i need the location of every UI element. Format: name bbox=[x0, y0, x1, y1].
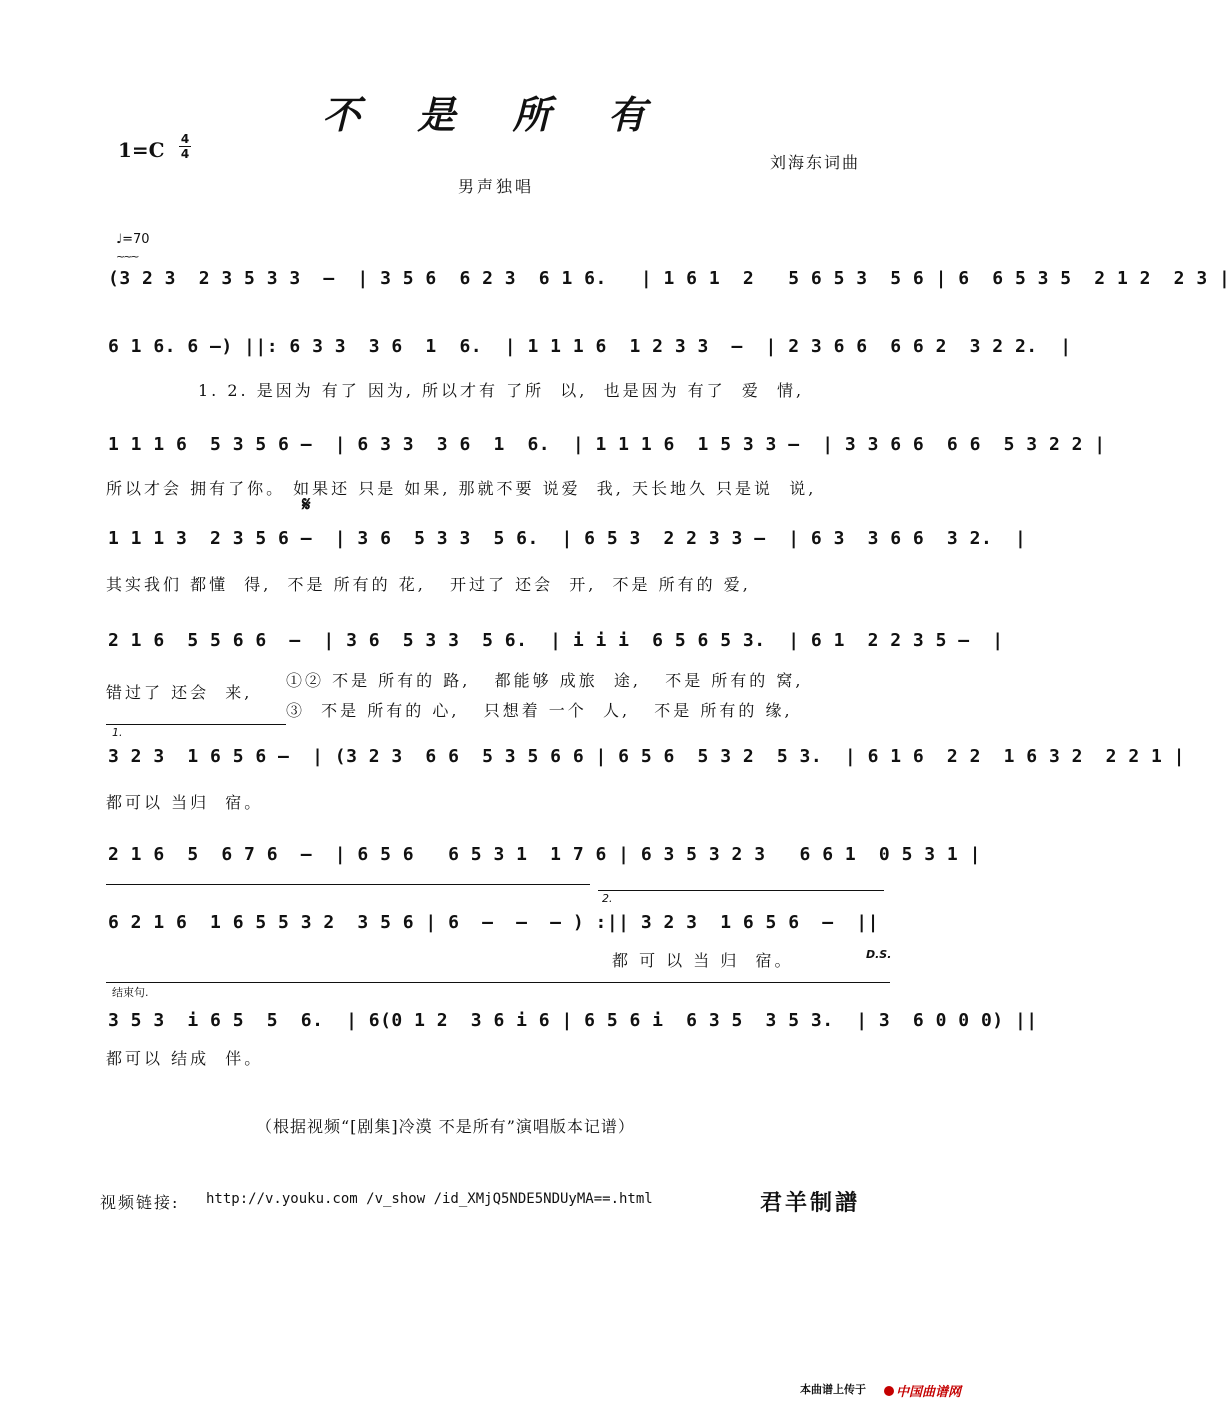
time-signature bbox=[178, 132, 192, 161]
repeat-bracket bbox=[106, 884, 590, 885]
composer-credit: 刘海东词曲 bbox=[770, 153, 861, 172]
score-line-9: 3 5 3 i 6 5 5 6. | 6(0 1 2 3 6 i 6 | 6 5 6 i 6 3 5 3 5 3. | 3 6 0 0 0) || bbox=[108, 1010, 1038, 1031]
lyric-line-9: 都可以 结成 伴。 bbox=[106, 1049, 264, 1068]
score-line-7: 2 1 6 5 6 7 6 – | 6 5 6 6 5 3 1 1 7 6 | 6 3 5 3 2 3 6 6 1 0 5 3 1 | bbox=[108, 844, 981, 865]
lyric-verse-3: ③ 不是 所有的 心, 只想着 一个 人, 不是 所有的 缘, bbox=[286, 701, 793, 720]
score-line-2: 6 1 6. 6 –) ||: 6 3 3 3 6 1 6. | 1 1 1 6 1 2 3 3 – | 2 3 6 6 6 6 2 3 2 2. | bbox=[108, 336, 1072, 357]
volta-2-bracket bbox=[598, 890, 884, 891]
performance-type: 男声独唱 bbox=[458, 177, 535, 196]
score-line-3: 1 1 1 6 5 3 5 6 – | 6 3 3 3 6 1 6. | 1 1 1 6 1 5 3 3 – | 3 3 6 6 6 6 5 3 2 2 | bbox=[108, 434, 1106, 455]
segno-sign: 𝄋 bbox=[302, 492, 311, 516]
tempo-marking: ♩=70 bbox=[116, 232, 150, 247]
lyric-line-4: 其实我们 都懂 得, 不是 所有的 花, 开过了 还会 开, 不是 所有的 爱, bbox=[106, 575, 751, 594]
site-logo-icon bbox=[884, 1386, 894, 1396]
score-line-4: 1 1 1 3 2 3 5 6 – | 3 6 5 3 3 5 6. | 6 5 3 2 2 3 3 – | 6 3 3 6 6 3 2. | bbox=[108, 528, 1027, 549]
site-logo[interactable] bbox=[882, 1381, 961, 1400]
score-line-6: 3 2 3 1 6 5 6 – | (3 2 3 6 6 5 3 5 6 6 | 6 5 6 5 3 2 5 3. | 6 1 6 2 2 1 6 3 2 2 2 1 | bbox=[108, 746, 1186, 767]
time-signature-top: 4 bbox=[180, 132, 190, 146]
time-signature-bottom: 4 bbox=[180, 147, 190, 161]
site-brand-name: 中国曲谱网 bbox=[896, 1385, 962, 1400]
score-title: 不 是 所 有 bbox=[322, 92, 668, 137]
video-link-url[interactable]: http://v.youku.com /v_show /id_XMjQ5NDE5NDUyMA==.html bbox=[206, 1191, 653, 1207]
lyric-verse-1-2: ①② 不是 所有的 路, 都能够 成旅 途, 不是 所有的 窝, bbox=[286, 671, 804, 690]
score-line-8: 6 2 1 6 1 6 5 5 3 2 3 5 6 | 6 – – – ) :|| 3 2 3 1 6 5 6 – || bbox=[108, 912, 879, 933]
lyric-line-2: 1. 2. 是因为 有了 因为, 所以才有 了所 以, 也是因为 有了 爱 情, bbox=[198, 381, 805, 400]
lyric-line-5: 错过了 还会 来, bbox=[106, 683, 253, 702]
lyric-line-8: 都 可 以 当 归 宿。 bbox=[612, 951, 794, 970]
coda-label: 结束句. bbox=[112, 986, 149, 999]
lyric-line-6: 都可以 当归 宿。 bbox=[106, 793, 264, 812]
tempo-wave-mark: ~~~ bbox=[116, 250, 138, 263]
score-line-1: (3 2 3 2 3 5 3 3 – | 3 5 6 6 2 3 6 1 6. | 1 6 1 2 5 6 5 3 5 6 | 6 6 5 3 5 2 1 2 2 3 | bbox=[108, 268, 1230, 289]
volta-1-bracket bbox=[106, 724, 286, 725]
key-signature: 1=C bbox=[118, 138, 165, 162]
transcriber-signature: 君羊制譜 bbox=[760, 1190, 861, 1216]
score-line-5: 2 1 6 5 5 6 6 – | 3 6 5 3 3 5 6. | i i i 6 5 6 5 3. | 6 1 2 2 3 5 – | bbox=[108, 630, 1004, 651]
video-link-label: 视频链接: bbox=[100, 1193, 180, 1212]
volta-2-label: 2. bbox=[602, 892, 613, 905]
transcription-note: （根据视频“[剧集]冷漠 不是所有”演唱版本记谱） bbox=[256, 1117, 635, 1136]
dal-segno-mark: D.S. bbox=[866, 948, 892, 961]
coda-bracket bbox=[106, 982, 890, 983]
lyric-line-3: 所以才会 拥有了你。 如果还 只是 如果, 那就不要 说爱 我, 天长地久 只是说 说, bbox=[106, 479, 817, 498]
upload-notice: 本曲谱上传于 bbox=[800, 1383, 866, 1396]
volta-1-label: 1. bbox=[112, 726, 123, 739]
